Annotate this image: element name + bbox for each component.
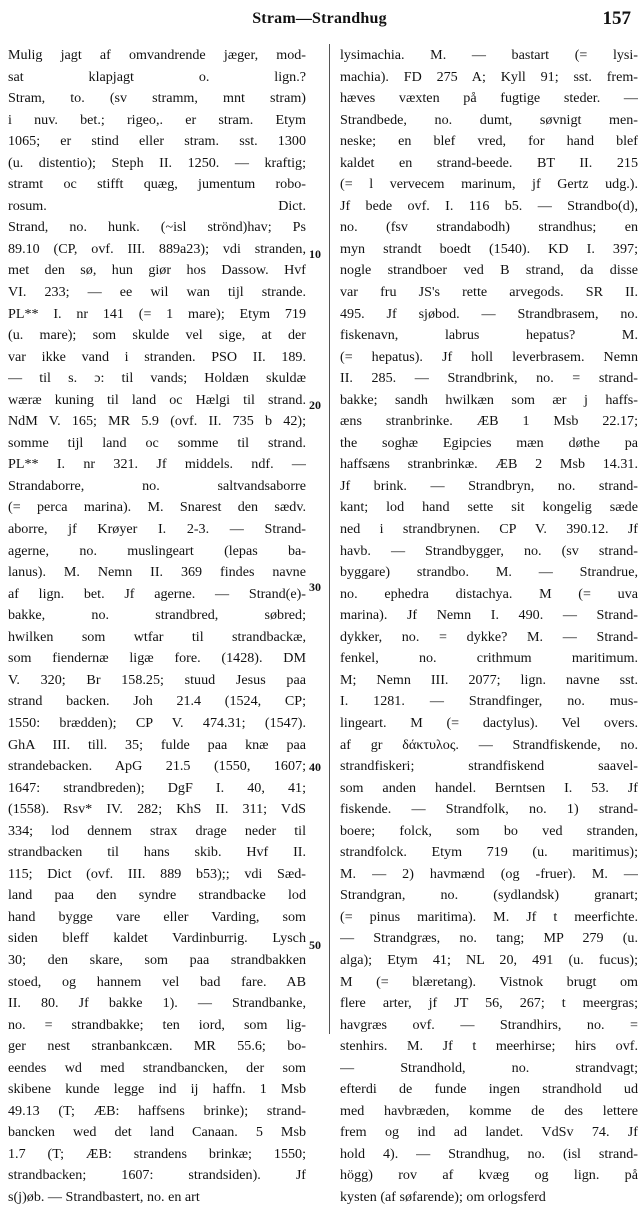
text-line: PL** I. nr 141 (= 1 mare); Etym 719 [8,305,306,322]
text-line: fiskende. — Strandfolk, no. 1) strand- [340,801,638,818]
text-line: — Strandgræs, no. tang; MP 279 (u. [340,930,638,947]
margin-line-number: 10 [309,247,321,261]
text-line: lanus). M. Nemn II. 369 findes navne [8,564,306,581]
text-line: som anden handel. Berntsen I. 53. Jf [340,779,638,796]
text-line: sat klapjagt o. lign.? [8,68,306,85]
text-line: s(j)øb. — Strandbastert, no. en art [8,1188,200,1205]
text-line: Jf brink. — Strandbryn, no. strand- [340,477,638,494]
text-line: ned i strandbrynen. CP V. 390.12. Jf [340,521,638,538]
text-line: hæves væxten på fugtige steder. — [340,90,638,107]
text-line: (= perca marina). M. Snarest den sædv. [8,499,306,516]
text-line: II. 285. — Strandbrink, no. = strand- [340,370,638,387]
text-line: dykker, no. = dykke? M. — Strand- [340,628,638,645]
text-line: kant; lod hand sette sit kongelig sæde [340,499,638,516]
running-head: Stram—Strandhug [252,10,387,27]
text-line: bancken wed det land Canaan. 5 Msb [8,1124,306,1141]
text-line: stramt oc stifft quæg, jumentum robo- [8,176,306,193]
text-line: var ikke vand i stranden. PSO II. 189. [8,348,306,365]
text-line: V. 320; Br 158.25; stuud Jesus paa [8,671,306,688]
margin-line-number: 50 [309,938,321,952]
text-line: eendes wd med strandbancken, der som [8,1059,306,1076]
left-column [8,45,306,1209]
text-line: æns stranbrinke. ÆB 1 Msb 22.17; [340,413,638,430]
text-line: högg) rov af kvæg og lign. på [340,1167,638,1184]
text-line: flere arter, jf JT 56, 267; t meergras; [340,995,638,1012]
text-line: (u. distentio); Steph II. 1250. — kraftig; [8,154,306,171]
text-line: M; Nemn III. 2077; lign. navne sst. [340,671,638,688]
text-line: Mulig jagt af omvandrende jæger, mod- [8,47,306,63]
text-line: stenhirs. M. Jf t meerhirse; hirs ovf. [340,1038,638,1055]
text-line: hold 4). — Strandhug, no. (isl strand- [340,1145,638,1162]
text-line: myn strandt boedt (1540). KD I. 397; [340,240,638,257]
text-line: neske; en blef vred, for hand blef [340,133,638,150]
text-line: strand backen. Joh 21.4 (1524, CP; [8,693,306,710]
text-line: wæræ kuning til land oc Hælgi til strand. [8,391,306,408]
text-line: lysimachia. M. — bastart (= lysi- [340,47,638,63]
text-line: strandbacken til hans skib. Hvf II. [8,844,306,861]
text-line: 89.10 (CP, ovf. III. 889a23); vdi stranden, [8,240,306,257]
text-line: Strandgran, no. (sydlandsk) granart; [340,887,638,904]
text-line: (= l vervecem marinum, jf Gertz udg.). [340,176,638,193]
text-line: GhA III. till. 35; fulde paa knæ paa [8,736,306,753]
text-line: no. ephedra distachya. M (= uva [340,585,638,602]
text-line: 1065; er stind eller stram. sst. 1300 [8,133,306,150]
text-line: 1647: strandbreden); DgF I. 40, 41; [8,779,306,796]
text-line: af lign. bet. Jf agerne. — Strand(e)- [8,585,306,602]
text-line: frem og ind ad landet. VdSv 74. Jf [340,1124,638,1141]
text-line: marina). Jf Nemn I. 490. — Strand- [340,607,638,624]
text-line: strandbacken; 1607: strandsiden). Jf [8,1167,306,1184]
text-line: somme tijl land oc somme til strand. [8,434,306,451]
margin-line-number: 30 [309,580,321,594]
text-line: — Strandhold, no. strandvagt; [340,1059,638,1076]
text-line: Strand, no. hunk. (~isl strönd)hav; Ps [8,219,306,236]
text-line: fiskenavn, labrus hepatus? M. [340,327,638,344]
text-line: M. — 2) havmænd (og -fruer). M. — [340,865,638,882]
text-line: af gr δάκτυλος. — Strandfiskende, no. [340,736,638,753]
text-line: II. 80. Jf bakke 1). — Strandbanke, [8,995,306,1012]
text-line: fenkel, no. crithmum maritimum. [340,650,638,667]
text-line: hwilken som wtfar til strandbackæ, [8,628,306,645]
text-line: boere; folck, som bo ved stranden, [340,822,638,839]
text-line: alga); Etym 41; NL 20, 491 (u. fucus); [340,951,638,968]
text-line: agerne, no. muslingeart (lepas ba- [8,542,306,559]
text-line: skibene kunde legge ind ij haffn. 1 Msb [8,1081,306,1098]
text-line: VI. 233; — ee wil wan tijl strande. [8,284,306,301]
text-line: no. (fsv strandabodh) strandhus; en [340,219,638,236]
text-line: 1550: brædden); CP V. 474.31; (1547). [8,714,306,731]
text-line: siden bleff kaldet Vardinburrig. Lysch [8,930,306,947]
text-line: bakke, no. strandbred, søbred; [8,607,306,624]
text-line: nogle strandboer ved B strand, da disse [340,262,638,279]
text-line: (= pinus maritima). M. Jf t meerfichte. [340,908,638,925]
text-line: var fru JS's rette arvegods. SR II. [340,284,638,301]
text-line: Strandbede, no. dumt, søvnigt men- [340,111,638,128]
text-line: I. 1281. — Strandfinger, no. mus- [340,693,638,710]
text-line: Stram, to. (sv stramm, mnt stram) [8,90,306,107]
column-divider [329,44,330,1034]
margin-line-number: 40 [309,760,321,774]
text-line: 115; Dict (ovf. III. 889 b53);; vdi Sæd- [8,865,306,882]
text-line: havb. — Strandbygger, no. (sv strand- [340,542,638,559]
text-line: lingeart. M (= dactylus). Vel overs. [340,714,638,731]
text-line: aborre, jf Krøyer I. 2-3. — Strand- [8,521,306,538]
text-line: strandfiskeri; strandfiskend saavel- [340,758,638,775]
text-line: the soghæ Egipcies mæn døthe pa [340,434,638,451]
text-line: kaldet en strand-beede. BT II. 215 [340,154,638,171]
text-line: bakke; sandh hwilkæn som ær j haffs- [340,391,638,408]
text-line: 495. Jf sjøbod. — Strandbrasem, no. [340,305,638,322]
text-line: 334; lod dennem strax drage neder til [8,822,306,839]
page-number: 157 [602,8,631,29]
text-line: Strandaborre, no. saltvandsaborre [8,477,306,494]
text-line: med havbræden, komme de des lettere [340,1102,638,1119]
text-line: 1.7 (T; ÆB: strandens brinkæ; 1550; [8,1145,306,1162]
text-line: 49.13 (T; ÆB: haffsens brinke); strand- [8,1102,306,1119]
text-line: met den sø, hun giør hos Dassow. Hvf [8,262,306,279]
text-line: (= hepatus). Jf holl leverbrasem. Nemn [340,348,638,365]
text-line: stoed, og hannem vel bad fare. AB [8,973,306,990]
text-line: byggare) strandbo. M. — Strandrue, [340,564,638,581]
text-line: no. = strandbakke; ten iord, som lig- [8,1016,306,1033]
text-line: Jf bede ovf. I. 116 b5. — Strandbo(d), [340,197,638,214]
margin-line-number: 20 [309,398,321,412]
text-line: som fiendernæ ligæ fore. (1428). DM [8,650,306,667]
text-line: kysten (af søfarende); om orlogsferd [340,1188,546,1205]
text-line: (1558). Rsv* IV. 282; KhS II. 311; VdS [8,801,306,818]
text-line: ger nest stranbankcæn. MR 55.6; bo- [8,1038,306,1055]
page-header [0,6,639,32]
text-line: — til s. ɔ: til vands; Holdæn skuldæ [8,370,306,387]
right-column [340,45,638,1209]
text-line: efterdi de funde ingen strandhold ud [340,1081,638,1098]
text-line: NdM V. 165; MR 5.9 (ovf. II. 735 b 42); [8,413,306,430]
text-line: machia). FD 275 A; Kyll 91; sst. frem- [340,68,638,85]
text-line: i nuv. bet.; rigeo,. er stram. Etym [8,111,306,128]
text-line: land paa den syndre strandbacke lod [8,887,306,904]
text-line: hand bygge vare eller Varding, som [8,908,306,925]
text-line: haffsæns stranbrinkæ. ÆB 2 Msb 14.31. [340,456,638,473]
text-line: PL** I. nr 321. Jf middels. ndf. — [8,456,306,473]
text-line: strandfolck. Etym 719 (u. maritimus); [340,844,638,861]
text-line: havgræs ovf. — Strandhirs, no. = [340,1016,638,1033]
text-line: 30; den skare, som paa strandbakken [8,951,306,968]
text-line: rosum. Dict. [8,197,306,214]
text-line: strandebacken. ApG 21.5 (1550, 1607; [8,758,306,775]
text-line: (u. mare); som skulde vel sige, at der [8,327,306,344]
text-line: M (= blæretang). Vistnok brugt om [340,973,638,990]
